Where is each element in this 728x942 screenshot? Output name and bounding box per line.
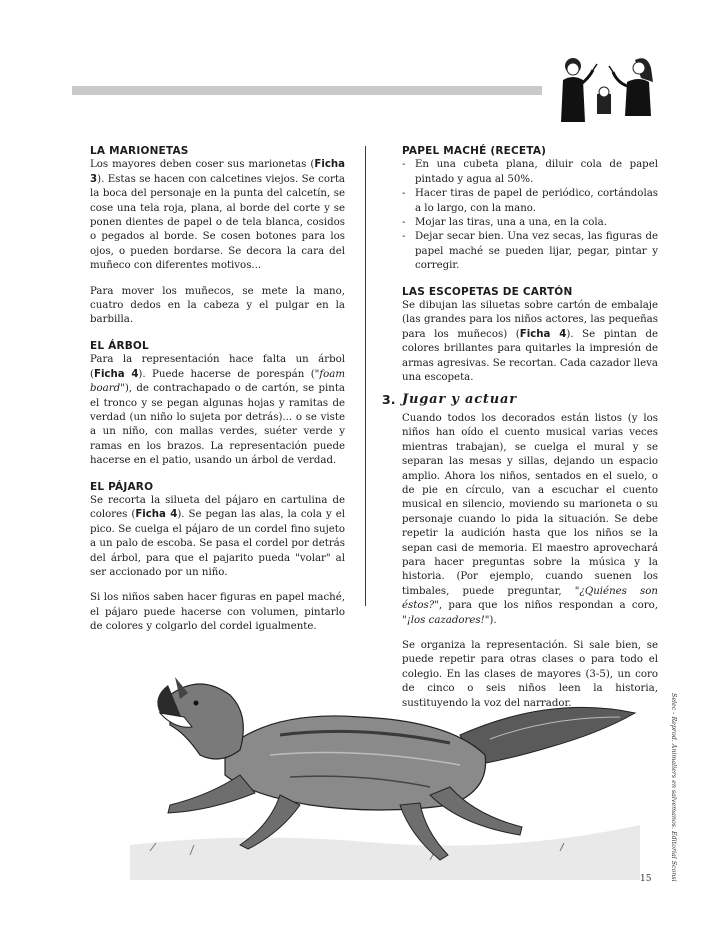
column-divider: [365, 146, 366, 606]
list-item: - Dejar secar bien. Una vez secas, las figuras de papel maché se pueden lijar, pegar, pintar y corregir.: [402, 230, 658, 273]
list-item: - Hacer tiras de papel de periódico, cortándolas a lo largo, con la mano.: [402, 187, 658, 216]
heading-pajaro: EL PÁJARO: [90, 480, 154, 493]
paragraph-representacion: Se organiza la representación. Si sale bien, se puede repetir para otras clases o para todo el colegio. En las clases de mayores (3-5), un coro de cinco o seis niños leen la historia, sustituyendo la voz del narrador.: [402, 640, 658, 709]
heading-arbol: EL ÁRBOL: [90, 339, 149, 352]
left-column: [90, 144, 345, 635]
right-column: [382, 144, 658, 711]
side-credit-text: Selec - Reprod. Animaliers en salvemanos. Editorial Sconsi: [670, 693, 677, 882]
paragraph-papel-mache-pajaro: Si los niños saben hacer figuras en papel maché, el pájaro puede hacerse con volumen, pintarlo de colores y colgarlo del cordel igualmente.: [90, 592, 345, 633]
page-number: 15: [640, 874, 652, 884]
section-3-header: [382, 391, 658, 408]
paragraph-jugar: Cuando todos los decorados están listos (y los niños han oído el cuento musical varias veces mientras trabajan), se cuelga el mural y se separan las mesas y sillas, dejando un espacio amplio. Ahora los niños, sentados en el suelo, o de pie en círculo, van a escuchar el cuento musical en silencio, moviendo su marioneta o su personaje cuando lo pida la situación. Se debe repetir la audición hasta que los niños se la sepan casi de memoria. El maestro aprovechará para hacer preguntas sobre la música y la historia. (Por ejemplo, cuando suenen los timbales, puede preguntar, "¿Quiénes son éstos?", para que los niños respondan a coro, "¡los cazadores!").: [402, 412, 658, 626]
header-children-illustration: [555, 52, 665, 124]
side-credit: [668, 693, 678, 882]
paragraph-mover-munecos: Para mover los muñecos, se mete la mano, cuatro dedos en la cabeza y el pulgar en la barbilla.: [90, 285, 345, 326]
paragraph-pajaro: Se recorta la silueta del pájaro en cartulina de colores (Ficha 4). Se pegan las alas, la cola y el pico. Se cuelga el pájaro de un cordel fino sujeto a un palo de escoba. Se pasa el cordel por detrás del árbol, para que el pajarito pueda "volar" al ser accionado por un niño.: [90, 494, 345, 578]
heading-marionetas: LA MARIONETAS: [90, 145, 189, 157]
wolf-illustration: [130, 655, 640, 880]
list-item: - Mojar las tiras, una a una, en la cola.: [402, 216, 658, 230]
paragraph-escopetas: Se dibujan las siluetas sobre cartón de embalaje (las grandes para los niños actores, las pequeñas para los muñecos) (Ficha 4). Se pintan de colores brillantes para quitarles la impresión de armas agresivas. Se recortan. Cada cazador lleva una escopeta.: [402, 300, 658, 384]
heading-papel-mache: PAPEL MACHÉ (RECETA): [402, 145, 547, 157]
paragraph-marionetas: Los mayores deben coser sus marionetas (Ficha 3). Estas se hacen con calcetines viejos. Se corta la boca del personaje en la punta del calcetín, se cose una tela roja, plana, al borde del corte y se ponen dientes de papel o de tela blanca, cosidos o pegados al borde. Se cosen botones para los ojos, o pueden bordarse. Se decora la cara del muñeco con diferentes motivos...: [90, 159, 345, 272]
header-bar: [72, 86, 542, 95]
recipe-list: [402, 158, 658, 273]
paragraph-arbol: Para la representación hace falta un árbol (Ficha 4). Puede hacerse de porespán ("foam board"), de contrachapado o de cartón, se pinta el tronco y se pegan algunas hojas y ramitas de verdad (un niño lo sujeta por detrás)... o se viste a un niño, con mallas verdes, suéter verde y ramas en los brazos. La representación puede hacerse en el patio, usando un árbol de verdad.: [90, 354, 345, 467]
list-item: - En una cubeta plana, diluir cola de papel pintado y agua al 50%.: [402, 158, 658, 187]
section-number: 3.: [382, 391, 396, 407]
heading-escopetas: LAS ESCOPETAS DE CARTÓN: [402, 285, 573, 298]
section-title: Jugar y actuar: [402, 391, 517, 407]
